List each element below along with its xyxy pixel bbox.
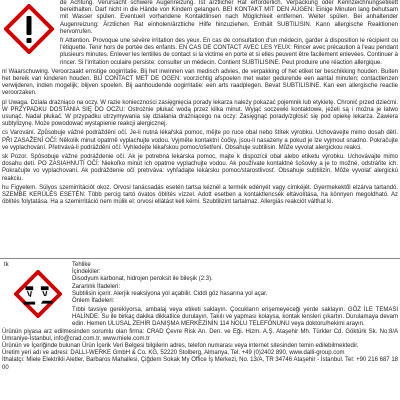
tk-importer: İthalatçı: Miele Elektrikli Aletler, Barbaros Mahallesi, Çiğdem Sokak My Office İş Merkezi, No. 13/A, TR 34746 Ataşehir - İstanbul. Tel: +90 216 687 18 00	[2, 357, 398, 371]
warning-de: de Achtung. Verursacht schwere Augenreizung. Ist ärztlicher Rat erforderlich, Verpackung oder Kennzeichnungsetikett bereithalten. Darf nicht in die Hände von Kindern gelangen. BEI KONTAKT MIT DEN AUGEN: Einige Minuten lang behutsam mit Wasser spülen. Eventuell vorhandene Kontaktlinsen nach Möglichkeit entfernen. Weiter spülen. Bei anhaltender Augenreizung: Ärztlichen Rat einholen/ärztliche Hilfe hinzuziehen. Enthält SUBTILISIN. Kann allergische Reaktionen hervorrufen.	[60, 0, 398, 35]
tk-signal-word: Tehlike	[72, 262, 91, 268]
warning-sk: sk Pozor. Spôsobuje vážne podráždenie očí. Ak je potrebná lekárska pomoc, majte k dispozícii obal alebo etiketu výrobku. Uchovávajte mimo dosahu detí. PO ZASIAHNUTÍ OČÍ: Niekoľko minút ich opatrne vyplachujte vodou. Ak používate kontaktné šošovky a je to možné, odstráňte ich. Pokračujte vo vyplachovaní. Ak podráždenie očí pretrváva: vyhľadajte lekársku pomoc/starostlivosť. Obsahuje subtilizín. Môže vyvolať alergickú reakciu.	[2, 154, 398, 182]
section-divider	[0, 258, 400, 259]
tk-details	[2, 307, 398, 372]
warning-cs: cs Varování. Způsobuje vážné podráždění očí. Je-li nutná lékařská pomoc, mějte po ruce obal nebo štítek výrobku. Uchovávejte mimo dosah dětí. PŘI ZASAŽENÍ OČÍ: Několik minut opatrně vyplachujte vodou. Vyjměte kontaktní čočky, jsou-li nasazeny a pokud je lze vyjmout snadno. Pokračujte ve vyplachování. Přetrvává-li podráždění očí: Vyhledejte lékařskou pomoc/ošetření. Obsahuje subtilisin. Může vyvolat alergickou reakci.	[2, 130, 398, 151]
warning-fr: fr Attention. Provoque une sévère irritation des yeux. En cas de consultation d'un médecin, garder à disposition le récipient ou l'étiquette. Tenir hors de portée des enfants. EN CAS DE CONTACT AVEC LES YEUX: Rincer avec précaution à l'eau pendant plusieurs minutes. Enlever les lentilles de contact si la victime en porte et si elles peuvent être facilement enlevées. Continuer à rincer. Si l'irritation oculaire persiste: consulter un médecin. Contient SUBTILISINE. Peut produire une réaction allergique.	[60, 38, 398, 66]
tk-hazards: Subtilisin içerir. Alerjik reaksiyona yol açabilir. Ciddi göz hasarına yol açar.	[72, 290, 268, 297]
tk-hazards-heading: Zararlılık İfadeleri:	[72, 283, 121, 290]
tk-data-sheet-note: Ürünün ve İçeriğinde bulunan Ürün İçerik Veri Belgesi bilgilerin adres, telefon numarası veya internet sitesinden temin edilebilmektedir.	[2, 343, 359, 350]
warning-pl: pl Uwaga. Działa drażniąco na oczy. W razie konieczności zasięgnięcia porady lekarza należy pokazać pojemnik lub etykietę. Chronić przed dziećmi. W PRZYPADKU DOSTANIA SIĘ DO OCZU: Ostrożnie płukać wodą przez kilka minut. Wyjąć soczewki kontaktowe, jeżeli są i można je łatwo usunąć. Nadal płukać. W przypadku utrzymywania się działania drażniącego na oczy: Zasięgnąć porady/zgłosić się pod opiekę lekarza. Zawiera subtylizynę. Może powodować wystąpienie reakcji alergicznej.	[2, 99, 398, 128]
tk-precautions: Tıbbi tavsiye gerekiyorsa, ambalaj veya etiketi saklayın. Çocukların erişemeyeceği yerde saklayın. GÖZ İLE TEMASI HALİNDE: Su ile birkaç dakika dikkatlice durulayın. Takılı ve yapması kolaysa, kontak lensleri çıkartın. Durulamaya devam edin. Hemen ULUSAL ZEHİR DANIŞMA MERKEZİNİN 114 NOLU TELEFONUNU veya doktoru/hekimi arayın.	[72, 307, 398, 328]
tk-production-site: Üretim yeri adı ve adresi: DALLI-WERKE GmbH & Co. KG, 52220 Stolberg, Almanya, Tel. +49 (0)2402 890, www.dalli-group.com	[2, 350, 345, 357]
tk-responsible-company: Ürünün piyasa arz edilmesinden sorumlu olan firma: CRAD Çevre Risk An. Den. ve Eği. Hizm. A.Ş. Ataşehir Mh. Türkler Cd. Göktürk Sk. No:8/A Ümraniye-İstanbul, info@crad.com.tr, www.miele.com.tr	[2, 328, 398, 342]
language-code-tk: tk	[4, 262, 9, 268]
warning-hu: hu Figyelem. Súlyos szemirritációt okoz. Orvosi tanácsadás esetén tartsa kéznél a termék edényét vagy címkéjét. Gyermekektől elzárva tartandó. SZEMBE KERÜLÉS ESETÉN: Több percig tartó óvatos öblítés vízzel. Adott esetben a kontaktlencsék eltávolítása, ha könnyen megoldható. Az öblítés folytatása. Ha a szemirritáció nem múlik el: orvosi ellátást kell kérni. Szubtilizint tartalmaz. Allergiás reakciót válthat ki.	[2, 184, 398, 206]
warning-nl: nl Waarschuwing. Veroorzaakt ernstige oogirritatie. Bij het inwinnen van medisch advies, de verpakking of het etiket ter beschikking houden. Buiten het bereik van kinderen houden. BIJ CONTACT MET DE OGEN: voorzichtig afspoelen met water gedurende een aantal minuten; contactlenzen verwijderen, indien mogelijk; blijven spoelen. Bij aanhoudende oogirritatie: een arts raadplegen. Bevat SUBTILISINE. Kan een allergische reactie veroorzaken.	[2, 68, 398, 97]
tk-ingredients-heading: İçindekiler:	[72, 269, 101, 276]
tk-precautions-heading: Önlem İfadeleri:	[72, 298, 115, 305]
tk-hazard-info	[72, 262, 396, 305]
tk-ingredients: Disodyum karbonat, hidrojen peroksit ile bileşik (2:3).	[72, 276, 213, 283]
